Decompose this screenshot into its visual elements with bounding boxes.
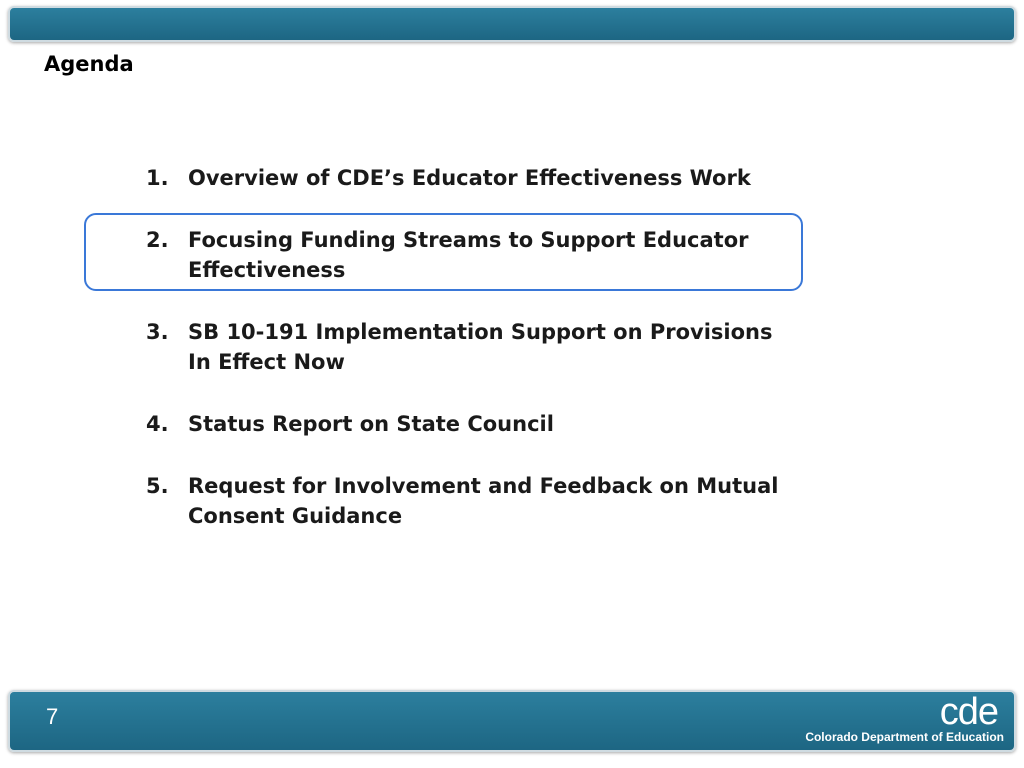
footer-bar <box>8 690 1016 752</box>
agenda-item-number: 5. <box>146 474 169 498</box>
agenda-item <box>146 163 786 193</box>
agenda-item-text: Request for Involvement and Feedback on Mutual Consent Guidance <box>188 474 779 528</box>
agenda-list <box>146 163 786 563</box>
agenda-item-current <box>146 225 786 285</box>
agenda-item-text: SB 10-191 Implementation Support on Provisions In Effect Now <box>188 320 773 374</box>
agenda-item-number: 1. <box>146 166 169 190</box>
agenda-item <box>146 409 786 439</box>
agenda-item-text: Overview of CDE’s Educator Effectiveness Work <box>188 166 751 190</box>
logo-mark: cde <box>939 691 998 733</box>
agenda-item-number: 3. <box>146 320 169 344</box>
page-number: 7 <box>46 704 59 729</box>
agenda-item-text: Status Report on State Council <box>188 412 554 436</box>
slide-title: Agenda <box>44 52 134 76</box>
agenda-item <box>146 471 786 531</box>
agenda-item-number: 2. <box>146 228 169 252</box>
cde-logo <box>774 691 1004 746</box>
agenda-item-number: 4. <box>146 412 169 436</box>
agenda-item-text: Focusing Funding Streams to Support Educator Effectiveness <box>188 228 749 282</box>
header-bar <box>8 6 1016 42</box>
agenda-item <box>146 317 786 377</box>
logo-caption: Colorado Department of Education <box>805 730 1004 744</box>
